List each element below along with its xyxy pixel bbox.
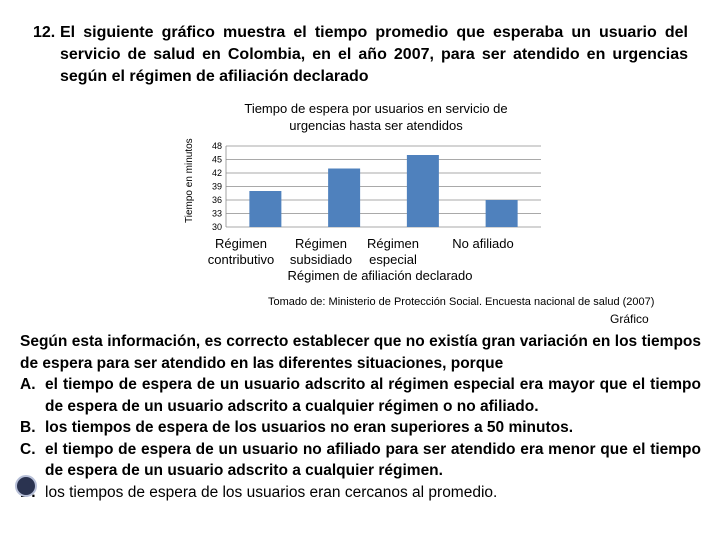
stem-text: Según esta información, es correcto establecer que no existía gran variación en los tiempos de espera para ser atendido en las diferentes situaciones, porque bbox=[20, 333, 701, 372]
option-text: los tiempos de espera de los usuarios eran cercanos al promedio. bbox=[45, 483, 498, 501]
figure-label: Gráfico bbox=[610, 312, 649, 326]
answer-options bbox=[20, 374, 701, 503]
question-text: El siguiente gráfico muestra el tiempo promedio que esperaba un usuario del servicio de salud en Colombia, en el año 2007, para ser atendido en urgencias según el régimen de afiliación declarado bbox=[60, 24, 688, 85]
answer-option-d[interactable] bbox=[20, 482, 701, 504]
y-tick-label: 30 bbox=[211, 222, 222, 232]
question-number: 12. bbox=[33, 24, 56, 41]
x-category-label: Régimen subsidiado bbox=[289, 236, 353, 267]
bar-régimen-contributivo bbox=[249, 191, 281, 227]
y-tick-label: 39 bbox=[211, 181, 222, 192]
chart-source: Tomado de: Ministerio de Protección Social. Encuesta nacional de salud (2007) bbox=[268, 296, 655, 308]
x-category-label: Régimen especial bbox=[366, 236, 420, 267]
option-text: los tiempos de espera de los usuarios no eran superiores a 50 minutos. bbox=[45, 419, 574, 436]
chart-title: Tiempo de espera por usuarios en servicio de urgencias hasta ser atendidos bbox=[244, 101, 508, 133]
y-tick-label: 33 bbox=[211, 208, 222, 219]
y-tick-label: 36 bbox=[211, 195, 222, 205]
option-letter: C. bbox=[20, 440, 36, 458]
answer-option-b[interactable] bbox=[20, 417, 701, 439]
option-letter: A. bbox=[20, 376, 36, 393]
x-category-label: Régimen contributivo bbox=[207, 236, 275, 267]
x-category-label: No afiliado bbox=[452, 236, 514, 251]
y-tick-label: 45 bbox=[211, 154, 222, 165]
option-text: el tiempo de espera de un usuario no afiliado para ser atendido era menor que el tiempo de espera de un usuario adscrito a cualquier régimen. bbox=[45, 440, 701, 479]
answer-option-a[interactable] bbox=[20, 374, 701, 417]
y-axis-label: Tiempo en minutos bbox=[184, 138, 195, 223]
option-letter: B. bbox=[20, 419, 36, 436]
y-tick-label: 42 bbox=[211, 168, 222, 178]
bar-no-afiliado bbox=[486, 200, 518, 227]
question-stem bbox=[20, 331, 701, 503]
selected-answer-marker[interactable] bbox=[15, 475, 37, 497]
question-header bbox=[33, 22, 688, 88]
option-text: el tiempo de espera de un usuario adscrito al régimen especial era mayor que el tiempo de espera de un usuario adscrito a cualquier régimen o no afiliado. bbox=[45, 376, 701, 415]
x-axis-title: Régimen de afiliación declarado bbox=[287, 268, 473, 283]
bar-régimen-especial bbox=[407, 155, 439, 227]
bar-régimen-subsidiado bbox=[328, 169, 360, 228]
answer-option-c[interactable] bbox=[20, 439, 701, 482]
y-tick-label: 48 bbox=[211, 141, 222, 151]
